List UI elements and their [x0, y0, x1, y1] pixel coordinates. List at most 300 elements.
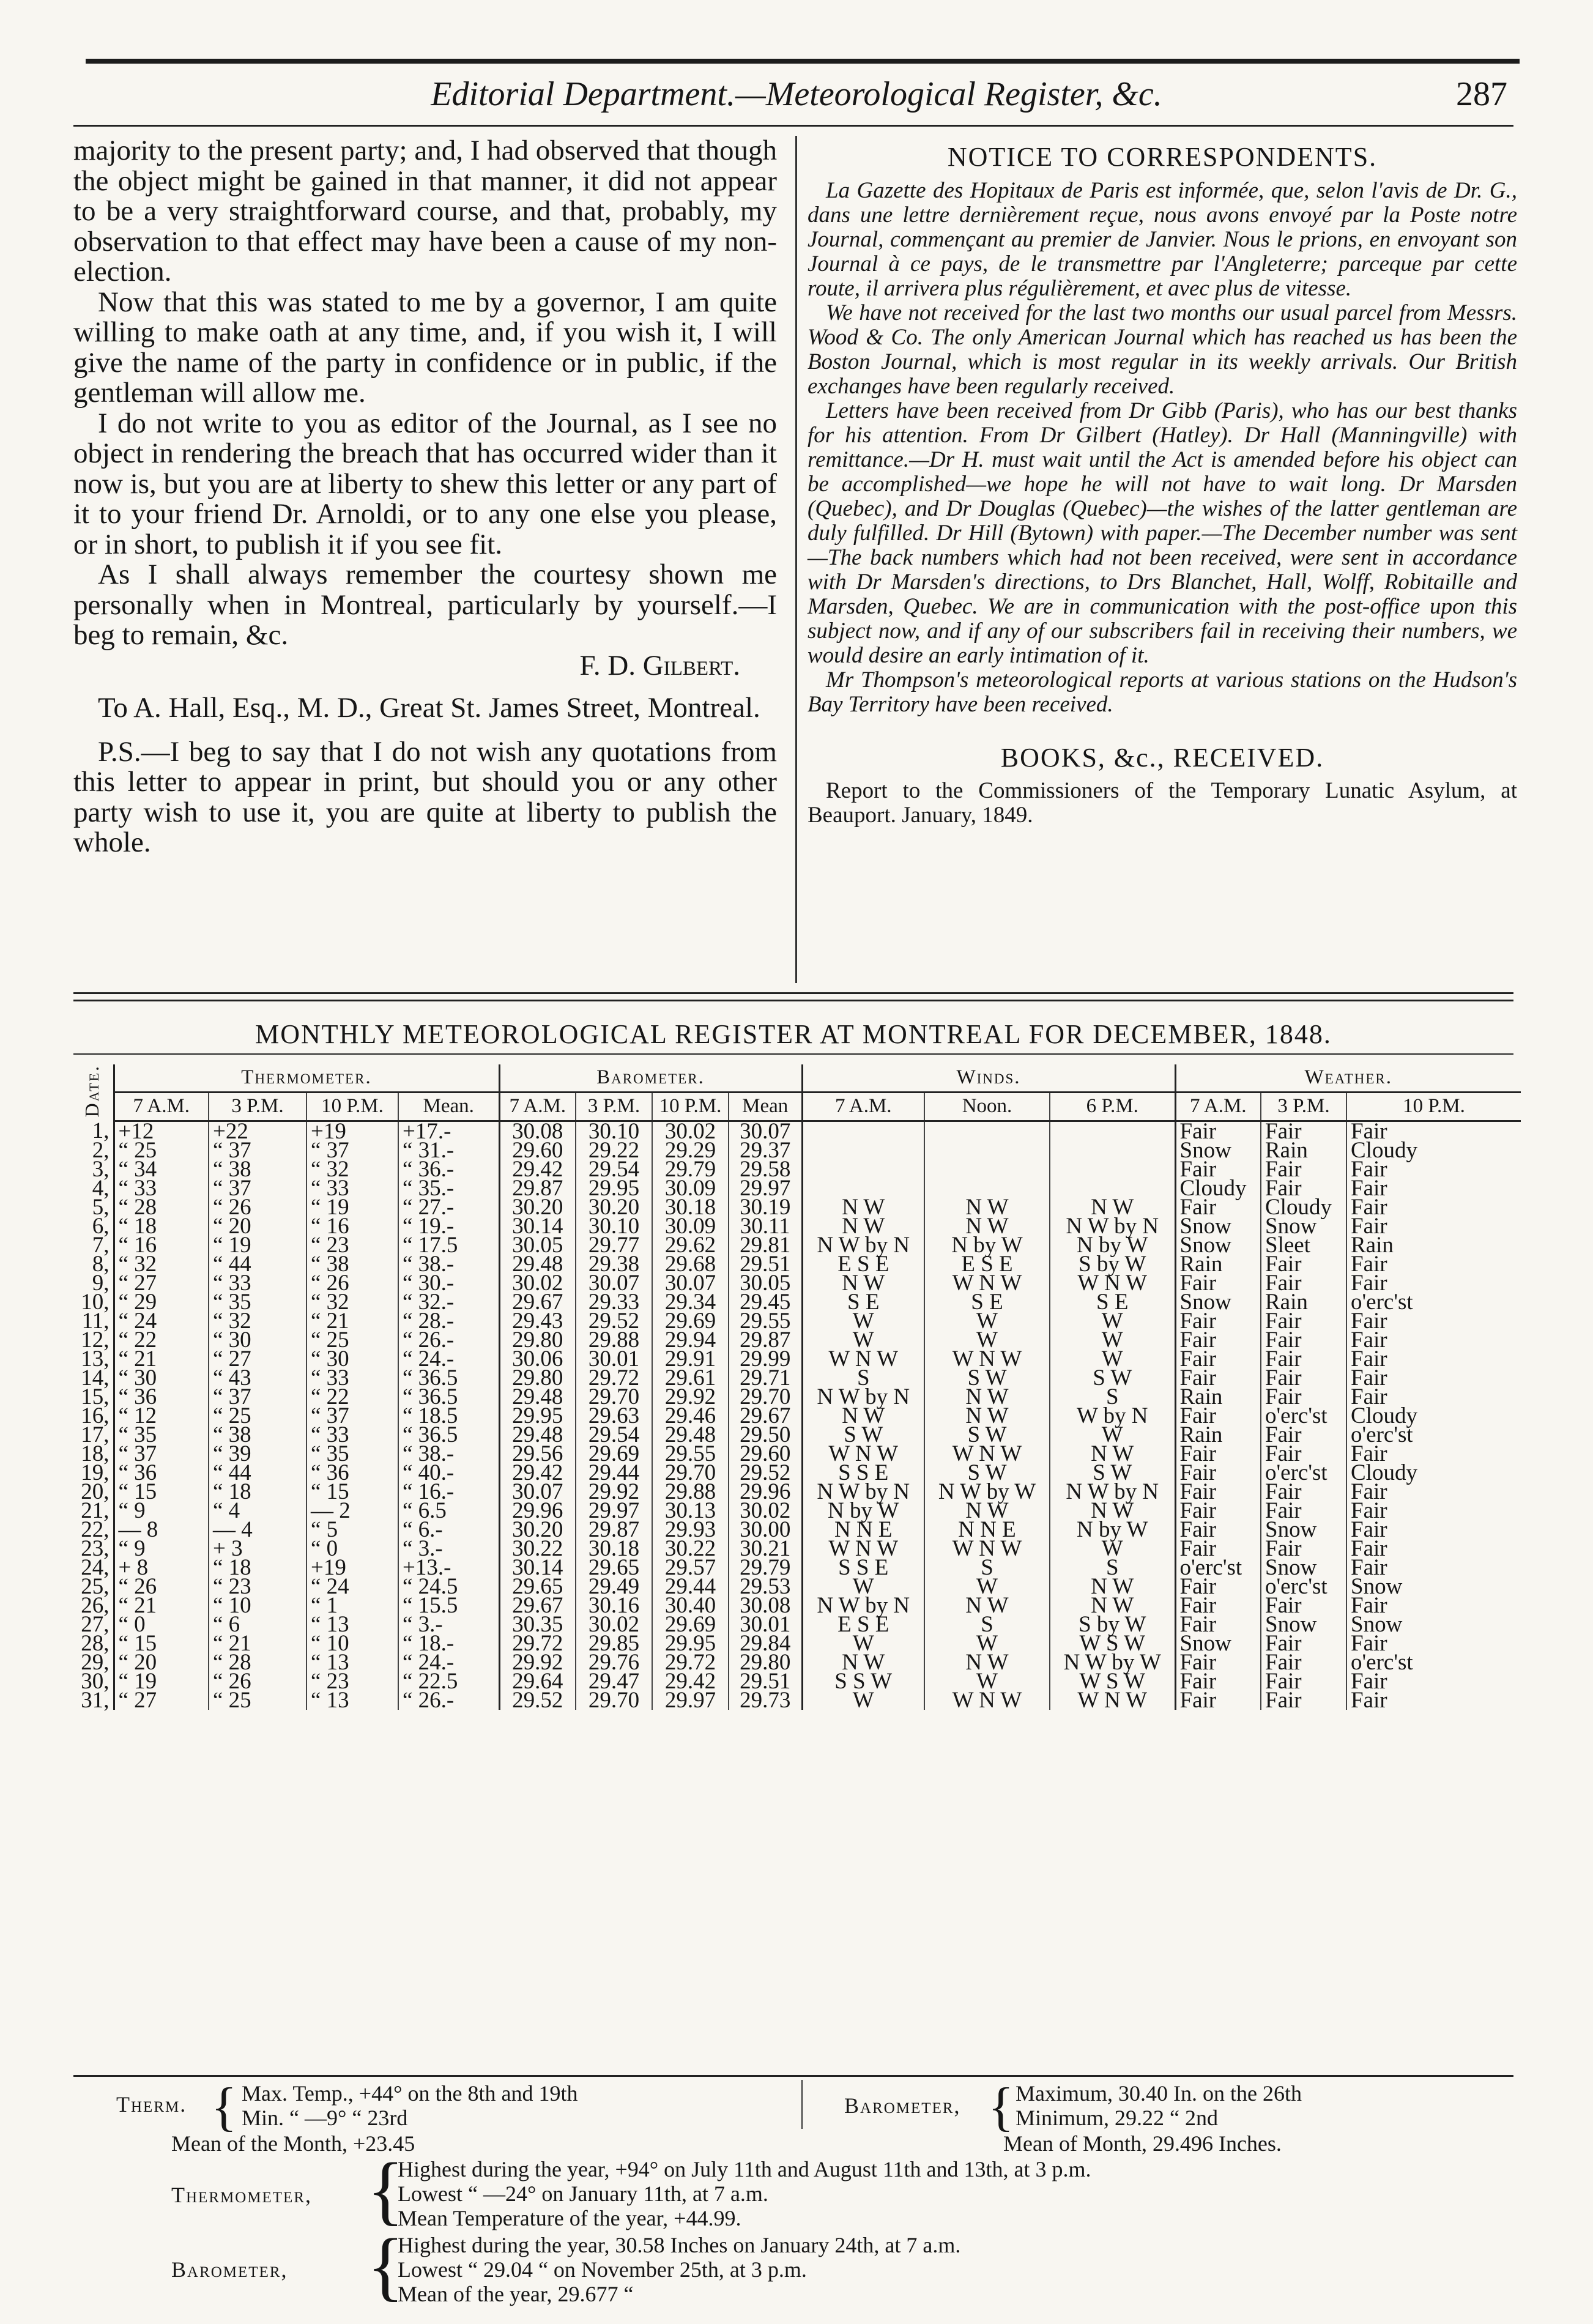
register-cell: 29.29 [652, 1141, 729, 1160]
register-cell: Fair [1346, 1349, 1521, 1368]
register-cell: “ 18.- [398, 1634, 499, 1653]
register-cell: 29.64 [499, 1672, 576, 1691]
register-cell: Snow [1175, 1236, 1261, 1255]
register-cell: Snow [1175, 1634, 1261, 1653]
register-cell: 30.00 [729, 1520, 802, 1539]
register-cell: 29.99 [729, 1349, 802, 1368]
register-cell: N by W [924, 1236, 1050, 1255]
register-cell: 29.69 [652, 1312, 729, 1331]
register-cell: “ 20 [114, 1653, 209, 1672]
register-cell: “ 6 [209, 1615, 306, 1634]
register-cell: “ 32 [306, 1293, 398, 1312]
register-cell: Fair [1175, 1198, 1261, 1217]
register-cell: 29.92 [576, 1482, 652, 1501]
register-cell: S W [924, 1425, 1050, 1444]
summary-baro-min: Minimum, 29.22 “ 2nd [1016, 2106, 1218, 2130]
date-cell: 14, [81, 1365, 110, 1390]
register-cell: 30.19 [729, 1198, 802, 1217]
register-cell: 29.44 [576, 1463, 652, 1482]
register-cell: 29.50 [729, 1425, 802, 1444]
register-cell: W N W [1050, 1691, 1175, 1710]
register-cell: E S E [924, 1255, 1050, 1274]
register-cell: 30.02 [576, 1615, 652, 1634]
date-cell: 27, [81, 1611, 110, 1637]
table-row [71, 1349, 1521, 1368]
register-cell: Fair [1261, 1425, 1346, 1444]
register-cell: “ 24.- [398, 1653, 499, 1672]
register-cell: “ 30 [209, 1331, 306, 1349]
register-cell: — 4 [209, 1520, 306, 1539]
register-cell: Rain [1175, 1387, 1261, 1406]
register-cell: N W [924, 1217, 1050, 1236]
register-cell: “ 27 [114, 1691, 209, 1710]
register-cell: Fair [1261, 1387, 1346, 1406]
register-cell: “ 33 [306, 1179, 398, 1198]
table-row [71, 1691, 1521, 1710]
register-cell: W N W [1050, 1274, 1175, 1293]
register-cell: “ 6.- [398, 1520, 499, 1539]
register-cell: N W [802, 1198, 924, 1217]
baro-brace: { [988, 2077, 1014, 2137]
register-cell: Fair [1175, 1596, 1261, 1615]
register-cell: o'erc'st [1261, 1577, 1346, 1596]
register-cell: Fair [1261, 1160, 1346, 1179]
register-cell: 30.10 [576, 1121, 652, 1141]
register-cell: Rain [1346, 1236, 1521, 1255]
register-cell: S E [924, 1293, 1050, 1312]
register-cell: 29.43 [499, 1312, 576, 1331]
register-cell: Snow [1346, 1615, 1521, 1634]
register-cell: 30.22 [499, 1539, 576, 1558]
year-baro-low: Lowest “ 29.04 “ on November 25th, at 3 p.m. [398, 2257, 807, 2282]
letter-paragraph-1: majority to the present party; and, I had observed that though the object might be gained in that manner, it did not appear to be a very straightforward course, and that, probably, my observation to that effect may have been a cause of my non-election. [73, 135, 777, 288]
register-cell: “ 27.- [398, 1198, 499, 1217]
register-cell: 29.94 [652, 1331, 729, 1349]
register-cell: Fair [1175, 1274, 1261, 1293]
register-cell: “ 9 [114, 1539, 209, 1558]
register-cell: “ 13 [306, 1691, 398, 1710]
date-cell: 5, [92, 1194, 110, 1220]
register-cell: S E [1050, 1293, 1175, 1312]
register-cell: Fair [1175, 1691, 1261, 1710]
register-cell: 29.56 [499, 1444, 576, 1463]
section-rule-2 [73, 1000, 1513, 1001]
date-header-cell [71, 1064, 114, 1121]
register-cell: N W by N [802, 1236, 924, 1255]
register-cell: 29.70 [576, 1387, 652, 1406]
register-cell: +12 [114, 1121, 209, 1141]
summary-therm-min: Min. “ —9° “ 23rd [242, 2106, 408, 2130]
register-cell: Fair [1261, 1121, 1346, 1141]
register-cell: W N W [802, 1444, 924, 1463]
register-cell: Fair [1346, 1691, 1521, 1710]
register-cell: 29.68 [652, 1255, 729, 1274]
register-cell: “ 33 [209, 1274, 306, 1293]
register-cell: S W [802, 1425, 924, 1444]
register-cell: Cloudy [1346, 1463, 1521, 1482]
date-cell: 3, [92, 1156, 110, 1182]
register-cell: 29.34 [652, 1293, 729, 1312]
register-cell: 29.95 [499, 1406, 576, 1425]
header-rule [73, 125, 1513, 127]
register-cell: “ 24 [306, 1577, 398, 1596]
register-cell: 30.05 [729, 1274, 802, 1293]
register-cell: Fair [1346, 1482, 1521, 1501]
register-cell: 29.57 [652, 1558, 729, 1577]
register-cell: 29.97 [652, 1691, 729, 1710]
register-cell: Fair [1346, 1501, 1521, 1520]
register-cell: “ 22.5 [398, 1672, 499, 1691]
register-cell: “ 28.- [398, 1312, 499, 1331]
register-cell: “ 44 [209, 1463, 306, 1482]
notice-paragraph-1: La Gazette des Hopitaux de Paris est informée, que, selon l'avis de Dr. G., dans une lettre dernièrement reçue, nous avons envoyé par la Poste notre Journal, commençant au premier de Janvier. Nous le prions, en envoyant son Journal à ce pays, de le transmettre par l'Angleterre; parceque par cette route, il arrivera plus régulièrement, et avec plus de vitesse. [808, 177, 1517, 301]
register-cell: 30.01 [729, 1615, 802, 1634]
register-cell: “ 30.- [398, 1274, 499, 1293]
register-cell: “ 37 [209, 1141, 306, 1160]
register-cell: 30.35 [499, 1615, 576, 1634]
year-therm-label: Thermometer, [171, 2183, 312, 2207]
register-cell: N W by N [1050, 1217, 1175, 1236]
register-cell: “ 19.- [398, 1217, 499, 1236]
register-cell: N W by N [802, 1482, 924, 1501]
register-cell: “ 21 [114, 1349, 209, 1368]
register-cell: 29.54 [576, 1425, 652, 1444]
books-heading: BOOKS, &c., RECEIVED. [1000, 742, 1324, 773]
register-cell: Fair [1346, 1160, 1521, 1179]
column-divider [795, 136, 797, 983]
register-subheader: Noon. [924, 1092, 1050, 1121]
register-cell: Rain [1261, 1141, 1346, 1160]
register-cell: W S W [1050, 1672, 1175, 1691]
register-cell: 30.20 [499, 1198, 576, 1217]
register-cell: 29.71 [729, 1368, 802, 1387]
register-cell: Fair [1346, 1596, 1521, 1615]
register-cell [924, 1160, 1050, 1179]
year-therm-high: Highest during the year, +94° on July 11th and August 11th and 13th, at 3 p.m. [398, 2157, 1091, 2181]
register-cell [802, 1141, 924, 1160]
register-cell: 29.60 [729, 1444, 802, 1463]
register-cell: 29.63 [576, 1406, 652, 1425]
register-cell: Cloudy [1261, 1198, 1346, 1217]
register-cell: W [924, 1672, 1050, 1691]
register-cell: N W [924, 1387, 1050, 1406]
register-cell [1050, 1141, 1175, 1160]
register-cell: S S E [802, 1558, 924, 1577]
register-cell: 29.95 [652, 1634, 729, 1653]
register-cell: “ 36 [114, 1387, 209, 1406]
register-cell: 29.80 [729, 1653, 802, 1672]
running-header [86, 75, 1507, 117]
register-cell: 29.79 [729, 1558, 802, 1577]
winds-header: Winds. [802, 1064, 1175, 1092]
thermometer-header: Thermometer. [114, 1064, 499, 1092]
register-cell: Fair [1175, 1615, 1261, 1634]
register-cell: 30.22 [652, 1539, 729, 1558]
table-row [71, 1463, 1521, 1482]
register-cell: Fair [1346, 1198, 1521, 1217]
register-cell: “ 10 [209, 1596, 306, 1615]
register-cell: Rain [1175, 1255, 1261, 1274]
register-cell: W [802, 1312, 924, 1331]
register-cell [924, 1121, 1050, 1141]
register-cell: “ 23 [209, 1577, 306, 1596]
register-cell: N W [924, 1501, 1050, 1520]
register-cell: “ 36.5 [398, 1425, 499, 1444]
register-cell: — 8 [114, 1520, 209, 1539]
table-row [71, 1236, 1521, 1255]
letter-postscript: P.S.—I beg to say that I do not wish any quotations from this letter to appear in print, but should you or any other party wish to use it, you are quite at liberty to publish the whole. [73, 735, 777, 858]
register-cell: “ 38.- [398, 1255, 499, 1274]
register-cell: N W [802, 1274, 924, 1293]
register-cell: “ 38 [306, 1255, 398, 1274]
date-cell: 11, [81, 1308, 110, 1334]
register-cell: W [924, 1577, 1050, 1596]
register-cell: 30.20 [576, 1198, 652, 1217]
register-cell: Fair [1175, 1501, 1261, 1520]
register-cell: 29.52 [499, 1691, 576, 1710]
register-cell: “ 26 [209, 1198, 306, 1217]
register-cell: +17.- [398, 1121, 499, 1141]
register-cell: “ 6.5 [398, 1501, 499, 1520]
register-cell: N W [1050, 1198, 1175, 1217]
date-cell: 7, [92, 1232, 110, 1258]
register-cell: Fair [1175, 1160, 1261, 1179]
register-cell: W N W [802, 1349, 924, 1368]
register-cell: 29.97 [729, 1179, 802, 1198]
register-cell: W [1050, 1331, 1175, 1349]
register-cell: 30.07 [729, 1121, 802, 1141]
register-cell [802, 1160, 924, 1179]
table-row [71, 1368, 1521, 1387]
register-cell: Fair [1346, 1121, 1521, 1141]
register-cell: 29.52 [729, 1463, 802, 1482]
register-cell: Fair [1261, 1501, 1346, 1520]
register-cell: 29.22 [576, 1141, 652, 1160]
register-cell: 30.01 [576, 1349, 652, 1368]
register-cell: 30.21 [729, 1539, 802, 1558]
register-cell: Snow [1175, 1293, 1261, 1312]
register-cell: W [1050, 1312, 1175, 1331]
register-cell: 29.87 [729, 1331, 802, 1349]
register-cell: 29.62 [652, 1236, 729, 1255]
register-cell: 29.65 [576, 1558, 652, 1577]
register-cell: 29.44 [652, 1577, 729, 1596]
register-cell: N W by N [1050, 1482, 1175, 1501]
register-cell: “ 36.5 [398, 1387, 499, 1406]
register-cell: “ 30 [114, 1368, 209, 1387]
register-cell: “ 0 [306, 1539, 398, 1558]
register-cell: W [924, 1634, 1050, 1653]
register-cell: 29.55 [652, 1444, 729, 1463]
register-cell: “ 38 [209, 1160, 306, 1179]
register-cell: Fair [1346, 1179, 1521, 1198]
register-cell: 29.88 [576, 1331, 652, 1349]
register-cell: “ 3.- [398, 1539, 499, 1558]
register-cell: 30.08 [499, 1121, 576, 1141]
register-cell: “ 25 [306, 1331, 398, 1349]
register-cell: “ 15 [306, 1482, 398, 1501]
register-cell: 29.96 [499, 1501, 576, 1520]
register-cell: W N W [924, 1539, 1050, 1558]
register-cell: “ 15 [114, 1634, 209, 1653]
date-cell: 12, [81, 1327, 110, 1353]
summary-therm-mean: Mean of the Month, +23.45 [171, 2131, 415, 2156]
register-cell: S by W [1050, 1255, 1175, 1274]
year-baro-brace: { [367, 2224, 404, 2309]
register-cell: S [802, 1368, 924, 1387]
register-cell: 29.88 [652, 1482, 729, 1501]
register-cell: 30.08 [729, 1596, 802, 1615]
register-cell: 29.97 [576, 1501, 652, 1520]
notice-column [808, 142, 1517, 828]
register-cell: “ 26 [209, 1672, 306, 1691]
register-cell: Fair [1346, 1312, 1521, 1331]
table-row [71, 1331, 1521, 1349]
register-cell: 29.51 [729, 1255, 802, 1274]
register-cell: “ 23 [306, 1236, 398, 1255]
register-cell: W [924, 1312, 1050, 1331]
register-cell: “ 26 [114, 1577, 209, 1596]
register-cell: “ 35 [209, 1293, 306, 1312]
register-cell: 29.92 [499, 1653, 576, 1672]
letter-paragraph-2: Now that this was stated to me by a governor, I am quite willing to make oath at any time, and, if you wish it, I will give the name of the party in confidence or in public, if the gentleman will allow me. [73, 286, 777, 409]
register-cell: 29.47 [576, 1672, 652, 1691]
register-cell: 29.42 [499, 1160, 576, 1179]
register-subheader: 7 A.M. [114, 1092, 209, 1121]
date-cell: 20, [81, 1479, 110, 1504]
register-cell: 30.02 [729, 1501, 802, 1520]
register-cell: S W [1050, 1368, 1175, 1387]
register-cell: +19 [306, 1121, 398, 1141]
register-cell: 29.72 [499, 1634, 576, 1653]
register-cell: 30.09 [652, 1179, 729, 1198]
date-cell: 15, [81, 1384, 110, 1409]
register-cell: “ 19 [306, 1198, 398, 1217]
register-cell: “ 37 [306, 1406, 398, 1425]
running-title: Editorial Department.—Meteorological Register, &c. [431, 75, 1162, 113]
register-cell: 29.58 [729, 1160, 802, 1179]
register-cell: Fair [1346, 1539, 1521, 1558]
register-cell: “ 27 [209, 1349, 306, 1368]
letter-paragraph-4: As I shall always remember the courtesy shown me personally when in Montreal, particularly by yourself.—I beg to remain, &c. [73, 559, 777, 651]
register-cell: S [1050, 1387, 1175, 1406]
register-cell: “ 43 [209, 1368, 306, 1387]
register-cell: W N W [802, 1539, 924, 1558]
register-cell: Rain [1175, 1425, 1261, 1444]
register-cell: “ 33 [306, 1368, 398, 1387]
register-cell: “ 31.- [398, 1141, 499, 1160]
register-cell: “ 25 [209, 1406, 306, 1425]
register-cell: “ 36 [114, 1463, 209, 1482]
register-cell: 30.10 [576, 1217, 652, 1236]
date-cell: 10, [81, 1289, 110, 1315]
register-cell: 30.16 [576, 1596, 652, 1615]
register-cell: Fair [1261, 1691, 1346, 1710]
date-cell: 2, [92, 1137, 110, 1163]
register-cell: Fair [1261, 1349, 1346, 1368]
register-cell: Fair [1346, 1387, 1521, 1406]
register-cell: o'erc'st [1346, 1293, 1521, 1312]
register-cell: “ 18 [209, 1558, 306, 1577]
register-cell: Fair [1261, 1274, 1346, 1293]
table-row [71, 1141, 1521, 1160]
register-cell: “ 32 [306, 1160, 398, 1179]
register-cell: “ 18 [209, 1482, 306, 1501]
date-cell: 30, [81, 1668, 110, 1694]
register-cell: 29.79 [652, 1160, 729, 1179]
register-cell: “ 21 [114, 1596, 209, 1615]
register-body [71, 1118, 1521, 1713]
register-subheader: Mean [729, 1092, 802, 1121]
register-cell: “ 16.- [398, 1482, 499, 1501]
register-cell: “ 22 [114, 1331, 209, 1349]
register-cell: 29.45 [729, 1293, 802, 1312]
register-cell: Snow [1261, 1520, 1346, 1539]
register-cell: N W by W [1050, 1653, 1175, 1672]
register-cell: “ 10 [306, 1634, 398, 1653]
register-cell: 30.06 [499, 1349, 576, 1368]
register-cell: Snow [1175, 1141, 1261, 1160]
table-row [71, 1672, 1521, 1691]
register-subheader: 3 P.M. [209, 1092, 306, 1121]
register-cell: W N W [924, 1691, 1050, 1710]
register-cell: Fair [1175, 1463, 1261, 1482]
register-cell: 29.84 [729, 1634, 802, 1653]
register-cell: N W [1050, 1596, 1175, 1615]
register-cell: 29.69 [652, 1615, 729, 1634]
register-cell: “ 38.- [398, 1444, 499, 1463]
register-cell: “ 24.- [398, 1349, 499, 1368]
date-cell: 19, [81, 1460, 110, 1485]
register-cell: “ 37 [209, 1179, 306, 1198]
register-cell: 30.07 [652, 1274, 729, 1293]
register-cell: 29.72 [652, 1653, 729, 1672]
register-cell: W [802, 1577, 924, 1596]
register-cell: N W [924, 1596, 1050, 1615]
register-cell: Fair [1175, 1406, 1261, 1425]
register-subheader: 7 A.M. [802, 1092, 924, 1121]
register-cell: 30.09 [652, 1217, 729, 1236]
register-cell: “ 32 [209, 1312, 306, 1331]
year-therm-brace: { [367, 2148, 404, 2233]
register-cell: “ 4 [209, 1501, 306, 1520]
register-cell: +19 [306, 1558, 398, 1577]
register-cell: W by N [1050, 1406, 1175, 1425]
register-cell: Snow [1261, 1558, 1346, 1577]
register-cell: W [1050, 1539, 1175, 1558]
register-cell: W [802, 1634, 924, 1653]
table-row [71, 1406, 1521, 1425]
register-cell: 29.81 [729, 1236, 802, 1255]
register-cell: 29.33 [576, 1293, 652, 1312]
page-number: 287 [1456, 75, 1507, 113]
register-subheader: 7 A.M. [499, 1092, 576, 1121]
register-cell: Fair [1175, 1121, 1261, 1141]
register-cell: “ 3.- [398, 1615, 499, 1634]
register-cell: 29.53 [729, 1577, 802, 1596]
register-cell: S by W [1050, 1615, 1175, 1634]
register-cell: W S W [1050, 1634, 1175, 1653]
register-cell: 29.95 [576, 1179, 652, 1198]
register-cell: + 3 [209, 1539, 306, 1558]
register-cell: “ 0 [114, 1615, 209, 1634]
register-cell: Fair [1175, 1539, 1261, 1558]
register-cell: Fair [1175, 1444, 1261, 1463]
register-cell: N W [1050, 1577, 1175, 1596]
register-subheader: 3 P.M. [1261, 1092, 1346, 1121]
register-cell: 30.11 [729, 1217, 802, 1236]
register-cell: “ 32.- [398, 1293, 499, 1312]
